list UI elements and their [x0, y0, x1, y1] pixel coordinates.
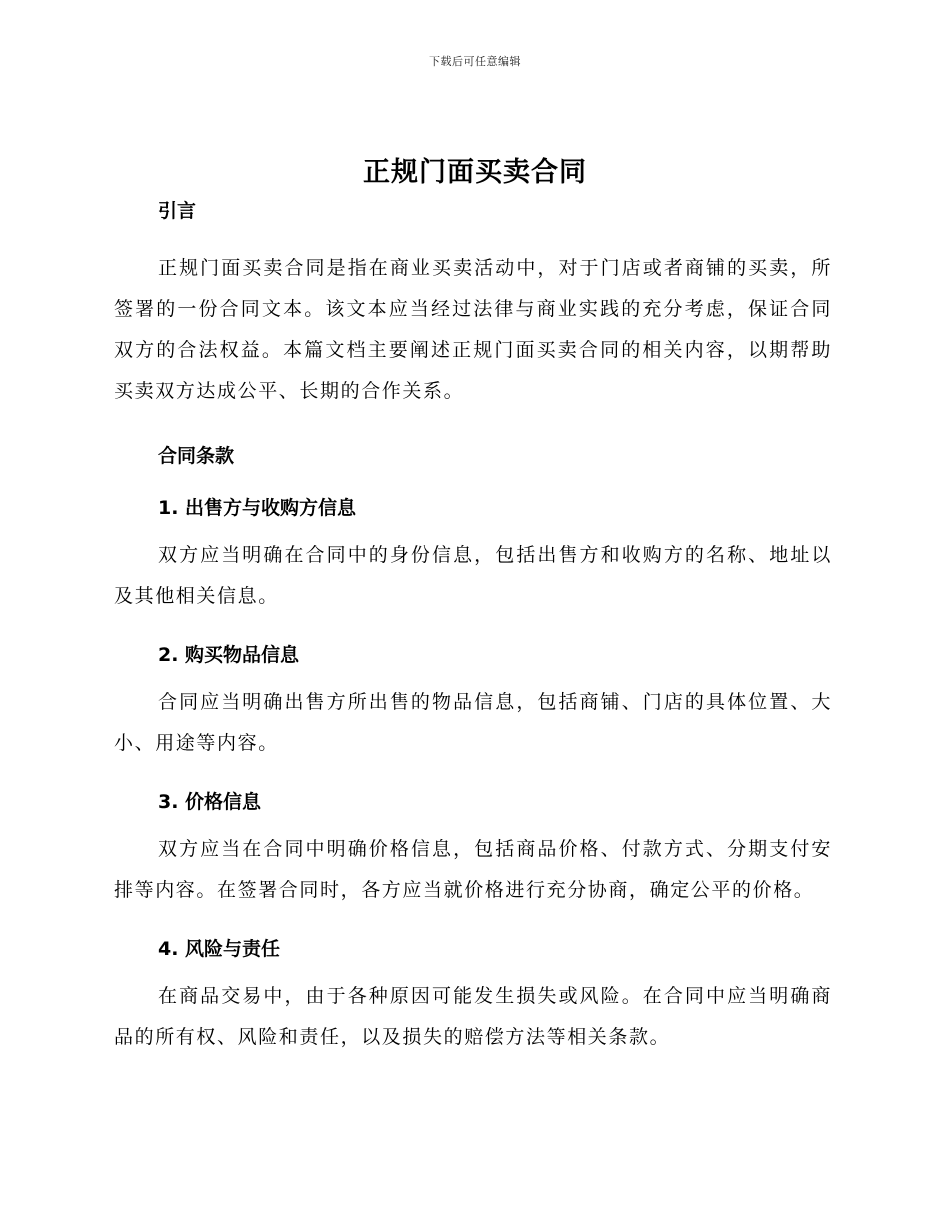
clause-4-paragraph: 在商品交易中，由于各种原因可能发生损失或风险。在合同中应当明确商品的所有权、风险和责任，以及损失的赔偿方法等相关条款。 [114, 985, 832, 1048]
header-note: 下载后可任意编辑 [429, 55, 521, 68]
clause-1-heading: 1. 出售方与收购方信息 [158, 497, 357, 519]
document-body [114, 197, 832, 1058]
intro-heading: 引言 [158, 200, 197, 222]
terms-heading: 合同条款 [158, 445, 235, 467]
clause-3-heading: 3. 价格信息 [158, 791, 262, 813]
clause-4-heading: 4. 风险与责任 [158, 938, 281, 960]
clause-2-heading: 2. 购买物品信息 [158, 644, 300, 666]
document-title: 正规门面买卖合同 [363, 157, 587, 188]
clause-2-paragraph: 合同应当明确出售方所出售的物品信息，包括商铺、门店的具体位置、大小、用途等内容。 [114, 691, 832, 754]
clause-3-paragraph: 双方应当在合同中明确价格信息，包括商品价格、付款方式、分期支付安排等内容。在签署合同时，各方应当就价格进行充分协商，确定公平的价格。 [114, 838, 832, 901]
intro-paragraph: 正规门面买卖合同是指在商业买卖活动中，对于门店或者商铺的买卖，所签署的一份合同文本。该文本应当经过法律与商业实践的充分考虑，保证合同双方的合法权益。本篇文档主要阐述正规门面买卖合同的相关内容，以期帮助买卖双方达成公平、长期的合作关系。 [114, 257, 832, 402]
clause-1-paragraph: 双方应当明确在合同中的身份信息，包括出售方和收购方的名称、地址以及其他相关信息。 [114, 544, 832, 607]
